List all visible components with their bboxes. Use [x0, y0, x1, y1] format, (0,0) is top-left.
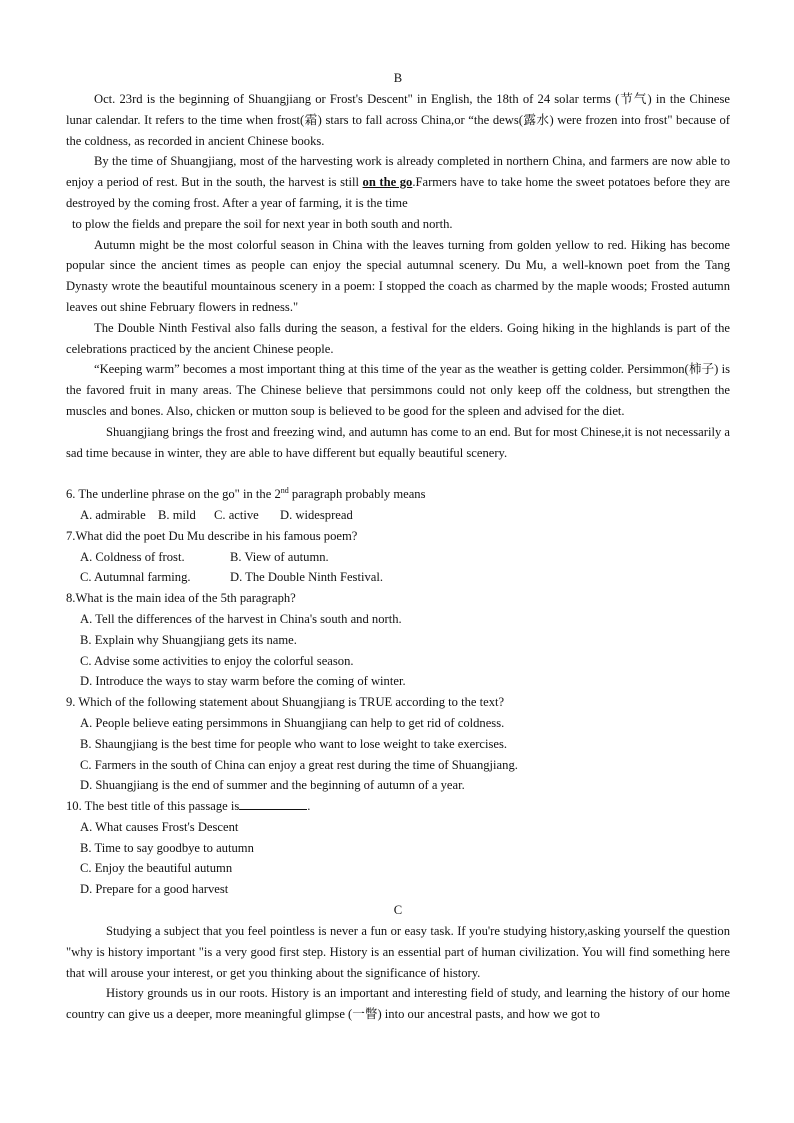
underlined-phrase: on the go: [362, 175, 413, 190]
paragraph-2-text-after: .Farmers have to take home the sweet potatoes before they are destroyed by the coming frost. After a year of farming, it is the time: [66, 175, 730, 210]
question-6-text-end: paragraph probably means: [288, 487, 426, 502]
option-c: C. Advise some activities to enjoy the colorful season.: [80, 653, 354, 668]
section-b-paragraph-3: Autumn might be the most colorful season in China with the leaves turning from golden yellow to red. Hiking has become popular since the ancient times as people can enjoy the special autumnal scenery. Du Mu, a well-known poet from the Tang Dynasty wrote the beautiful mountainous scenery in a poem: I stopped the coach as charmed by the maple woods; Frosted autumn leaves out shine February flowers in redness.": [66, 237, 730, 314]
exam-page: [66, 68, 730, 1025]
section-b-paragraph-2-continued: to plow the fields and prepare the soil for next year in both south and north.: [72, 216, 453, 231]
section-c-paragraph-2: History grounds us in our roots. History is an important and interesting field of study, and learning the history of our home country can give us a deeper, more meaningful glimpse (一瞥) into our ancestral pasts, and how we got to: [66, 986, 730, 1022]
option-c: C. Enjoy the beautiful autumn: [80, 861, 233, 876]
spacer: [66, 463, 730, 484]
option-d: D. Shuangjiang is the end of summer and the beginning of autumn of a year.: [80, 778, 465, 793]
question-10-text: 10. The best title of this passage is: [66, 799, 240, 814]
option-b: B. mild: [158, 507, 196, 522]
question-10-period: .: [307, 799, 311, 814]
option-a: A. Coldness of frost.: [80, 549, 185, 564]
question-9: 9. Which of the following statement about Shuangjiang is TRUE according to the text?: [66, 695, 505, 710]
question-6: [66, 484, 730, 505]
question-7-options-row-2: [66, 567, 730, 588]
option-a: A. Tell the differences of the harvest in China's south and north.: [80, 611, 402, 626]
question-7-options-row-1: [66, 547, 730, 568]
option-b: B. Shaungjiang is the best time for people who want to lose weight to take exercises.: [80, 736, 508, 751]
option-d: D. Introduce the ways to stay warm before the coming of winter.: [80, 674, 406, 689]
answer-blank: [239, 797, 307, 810]
section-c-heading: C: [393, 903, 403, 918]
option-d: D. Prepare for a good harvest: [80, 882, 229, 897]
section-b-heading: B: [393, 71, 403, 85]
question-6-options: [66, 505, 730, 526]
section-b-paragraph-4: The Double Ninth Festival also falls during the season, a festival for the elders. Going hiking in the highlands is part of the celebrations practiced by the ancient Chinese people.: [66, 320, 730, 356]
option-b: B. Explain why Shuangjiang gets its name.: [80, 632, 297, 647]
ordinal-suffix: nd: [280, 485, 289, 495]
option-a: A. What causes Frost's Descent: [80, 819, 239, 834]
section-b-paragraph-5: “Keeping warm” becomes a most important thing at this time of the year as the weather is getting colder. Persimmon(柿子) is the favored fruit in many areas. The Chinese believe that persimmons could not only keep off the coldness, but strengthen the muscles and bones. Also, chicken or mutton soup is believed to be good for the spleen and advised for the diet.: [66, 362, 730, 418]
question-10: [66, 796, 730, 817]
option-a: A. admirable: [80, 507, 146, 522]
question-8: 8.What is the main idea of the 5th paragraph?: [66, 591, 296, 606]
option-a: A. People believe eating persimmons in Shuangjiang can help to get rid of coldness.: [80, 715, 505, 730]
paragraph-2-text-before: By the time of Shuangjiang, most of the harvesting work is already completed in northern China, and farmers are now able to enjoy a period of rest. But in the south, the harvest is still: [66, 154, 730, 190]
section-c-paragraph-1: Studying a subject that you feel pointless is never a fun or easy task. If you're studying history,asking yourself the question "why is history important "is a very good first step. History is an essential part of human civilization. You will find something here that will arouse your interest, or get you thinking about the significance of history.: [66, 924, 730, 980]
option-d: D. The Double Ninth Festival.: [230, 570, 383, 585]
option-b: B. Time to say goodbye to autumn: [80, 840, 254, 855]
option-c: C. Farmers in the south of China can enjoy a great rest during the time of Shuangjiang.: [80, 757, 518, 772]
section-b-paragraph-1: Oct. 23rd is the beginning of Shuangjiang or Frost's Descent" in English, the 18th of 24 solar terms (节气) in the Chinese lunar calendar. It refers to the time when frost(霜) stars to fall across China,or “the dews(露水) were frozen into frost" because of the coldness, as recorded in ancient Chinese books.: [66, 92, 730, 148]
option-d: D. widespread: [280, 507, 353, 522]
option-c: C. Autumnal farming.: [80, 570, 191, 585]
question-7: 7.What did the poet Du Mu describe in his famous poem?: [66, 528, 358, 543]
option-c: C. active: [214, 507, 259, 522]
option-b: B. View of autumn.: [230, 549, 329, 564]
section-b-paragraph-6: Shuangjiang brings the frost and freezing wind, and autumn has come to an end. But for most Chinese,it is not necessarily a sad time because in winter, they are able to have different but equally beautiful scenery.: [66, 424, 730, 460]
question-6-text: 6. The underline phrase on the go" in the 2: [66, 487, 281, 502]
section-b-paragraph-2: [66, 151, 730, 213]
